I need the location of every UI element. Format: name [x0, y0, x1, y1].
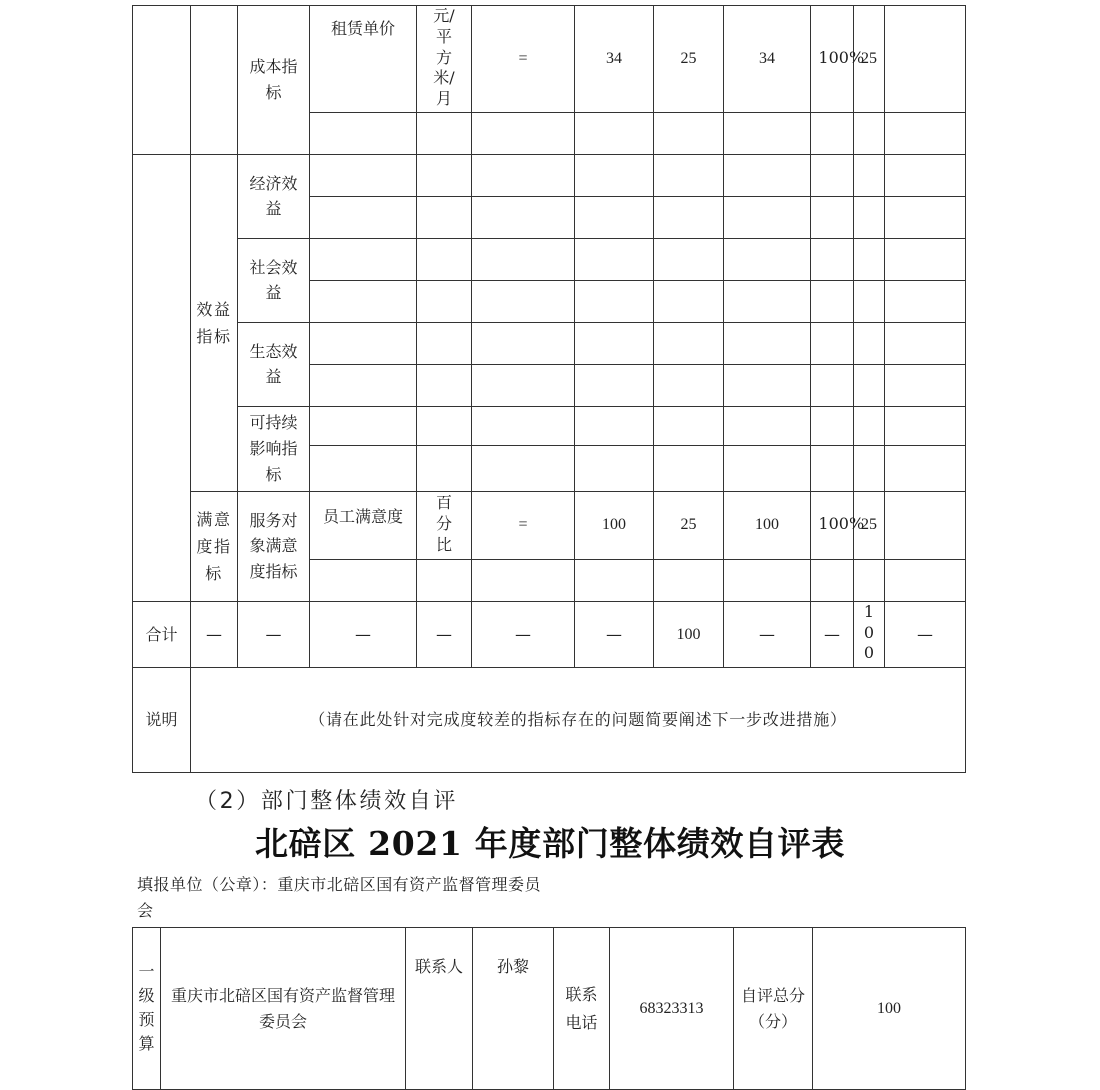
empty-cell — [417, 322, 472, 364]
staff-actual-cell: 100 — [724, 491, 811, 559]
empty-cell — [724, 238, 811, 280]
empty-cell — [654, 364, 724, 406]
empty-cell — [854, 154, 885, 196]
staff-target-cell: 100 — [575, 491, 654, 559]
dash-cell: — — [575, 601, 654, 667]
empty-cell — [472, 322, 575, 364]
empty-cell — [417, 364, 472, 406]
empty-cell — [310, 445, 417, 491]
empty-cell — [575, 196, 654, 238]
empty-cell — [310, 112, 417, 154]
empty-cell — [654, 559, 724, 601]
level1-budget-cell: 一级预算 — [133, 928, 161, 1090]
empty-cell — [854, 112, 885, 154]
sustainable-impact-cell: 可持续影响指标 — [238, 406, 310, 491]
dept-info-table — [132, 927, 966, 1090]
total-label-cell: 合计 — [133, 601, 191, 667]
empty-cell — [417, 154, 472, 196]
empty-cell — [575, 445, 654, 491]
empty-cell — [885, 445, 966, 491]
staff-satisfaction-cell: 员工满意度 — [310, 491, 417, 559]
empty-cell — [575, 112, 654, 154]
empty-cell — [417, 238, 472, 280]
empty-cell — [472, 112, 575, 154]
empty-cell — [854, 406, 885, 445]
empty-cell — [472, 196, 575, 238]
empty-cell — [854, 280, 885, 322]
blank-col-a — [133, 6, 191, 155]
empty-cell — [885, 154, 966, 196]
empty-cell — [575, 154, 654, 196]
empty-cell — [885, 196, 966, 238]
empty-cell — [854, 364, 885, 406]
note-text-cell: （请在此处针对完成度较差的指标存在的问题简要阐述下一步改进措施） — [191, 667, 966, 772]
rent-actual-cell: 34 — [724, 6, 811, 113]
empty-cell — [811, 406, 854, 445]
empty-cell — [654, 154, 724, 196]
empty-cell — [724, 322, 811, 364]
empty-cell — [575, 238, 654, 280]
empty-cell — [724, 112, 811, 154]
empty-cell — [811, 112, 854, 154]
empty-cell — [854, 322, 885, 364]
empty-cell — [472, 406, 575, 445]
empty-cell — [885, 280, 966, 322]
empty-cell — [885, 491, 966, 559]
empty-cell — [575, 364, 654, 406]
social-benefit-cell: 社会效益 — [238, 238, 310, 322]
dash-cell: — — [472, 601, 575, 667]
empty-cell — [654, 445, 724, 491]
empty-cell — [417, 280, 472, 322]
empty-cell — [811, 238, 854, 280]
dash-cell: — — [191, 601, 238, 667]
empty-cell — [654, 406, 724, 445]
empty-cell — [724, 364, 811, 406]
empty-cell — [310, 406, 417, 445]
dept-name-cell: 重庆市北碚区国有资产监督管理委员会 — [161, 928, 406, 1090]
blank-col-a2 — [133, 154, 191, 601]
staff-weight-cell: 25 — [654, 491, 724, 559]
empty-cell — [575, 559, 654, 601]
rent-score-cell: 25 — [854, 6, 885, 113]
dash-cell: — — [417, 601, 472, 667]
contact-name-cell: 孙黎 — [473, 928, 554, 1090]
dash-cell: — — [885, 601, 966, 667]
dash-cell: — — [310, 601, 417, 667]
rent-price-cell: 租赁单价 — [310, 6, 417, 113]
empty-cell — [724, 445, 811, 491]
empty-cell — [310, 559, 417, 601]
empty-cell — [310, 154, 417, 196]
empty-cell — [310, 322, 417, 364]
dash-cell: — — [811, 601, 854, 667]
note-label-cell: 说明 — [133, 667, 191, 772]
ecological-benefit-cell: 生态效益 — [238, 322, 310, 406]
rent-completion-cell: 100% — [811, 6, 854, 113]
empty-cell — [724, 154, 811, 196]
empty-cell — [654, 196, 724, 238]
rent-compare-cell: = — [472, 6, 575, 113]
rent-target-cell: 34 — [575, 6, 654, 113]
empty-cell — [654, 322, 724, 364]
phone-cell: 68323313 — [610, 928, 734, 1090]
empty-cell — [310, 280, 417, 322]
total-score-value-cell: 100 — [813, 928, 966, 1090]
empty-cell — [472, 364, 575, 406]
empty-cell — [575, 280, 654, 322]
empty-cell — [811, 196, 854, 238]
empty-cell — [417, 406, 472, 445]
empty-cell — [811, 559, 854, 601]
rent-weight-cell: 25 — [654, 6, 724, 113]
empty-cell — [811, 364, 854, 406]
empty-cell — [811, 445, 854, 491]
empty-cell — [575, 322, 654, 364]
empty-cell — [854, 238, 885, 280]
empty-cell — [885, 112, 966, 154]
empty-cell — [417, 559, 472, 601]
cost-indicator-cell: 成本指标 — [238, 6, 310, 155]
empty-cell — [854, 559, 885, 601]
rent-extra-cell — [885, 6, 966, 113]
empty-cell — [472, 154, 575, 196]
rent-unit-cell: 元/平方米/月 — [417, 6, 472, 113]
doc-title: 北碚区 2021 年度部门整体绩效自评表 — [254, 824, 846, 863]
empty-cell — [472, 559, 575, 601]
contact-label-cell: 联系人 — [406, 928, 473, 1090]
empty-cell — [811, 154, 854, 196]
empty-cell — [885, 238, 966, 280]
empty-cell — [472, 445, 575, 491]
empty-cell — [417, 445, 472, 491]
economic-benefit-cell: 经济效益 — [238, 154, 310, 238]
staff-compare-cell: = — [472, 491, 575, 559]
empty-cell — [417, 196, 472, 238]
empty-cell — [885, 406, 966, 445]
empty-cell — [724, 406, 811, 445]
empty-cell — [472, 238, 575, 280]
empty-cell — [885, 322, 966, 364]
empty-cell — [811, 280, 854, 322]
empty-cell — [854, 196, 885, 238]
section-heading: （2）部门整体绩效自评 — [195, 789, 459, 814]
staff-unit-cell: 百分比 — [417, 491, 472, 559]
phone-label-cell: 联系电话 — [554, 928, 610, 1090]
empty-cell — [472, 280, 575, 322]
indicator-table — [132, 5, 966, 773]
dash-cell: — — [238, 601, 310, 667]
benefit-indicator-cell: 效益指标 — [191, 154, 238, 491]
blank-col-b — [191, 6, 238, 155]
empty-cell — [854, 445, 885, 491]
fill-unit: 填报单位（公章）：重庆市北碚区国有资产监督管理委员会 — [137, 875, 542, 920]
total-weight-cell: 100 — [654, 601, 724, 667]
empty-cell — [885, 364, 966, 406]
empty-cell — [885, 559, 966, 601]
empty-cell — [654, 238, 724, 280]
empty-cell — [654, 112, 724, 154]
empty-cell — [654, 280, 724, 322]
empty-cell — [310, 196, 417, 238]
satisfaction-indicator-cell: 满意度指标 — [191, 491, 238, 601]
empty-cell — [310, 238, 417, 280]
empty-cell — [417, 112, 472, 154]
empty-cell — [811, 322, 854, 364]
empty-cell — [310, 364, 417, 406]
empty-cell — [724, 280, 811, 322]
staff-completion-cell: 100% — [811, 491, 854, 559]
service-satisfaction-cell: 服务对象满意度指标 — [238, 491, 310, 601]
total-score-cell: 100 — [854, 601, 885, 667]
empty-cell — [724, 196, 811, 238]
empty-cell — [575, 406, 654, 445]
total-score-label-cell: 自评总分（分） — [734, 928, 813, 1090]
staff-score-cell: 25 — [854, 491, 885, 559]
empty-cell — [724, 559, 811, 601]
dash-cell: — — [724, 601, 811, 667]
